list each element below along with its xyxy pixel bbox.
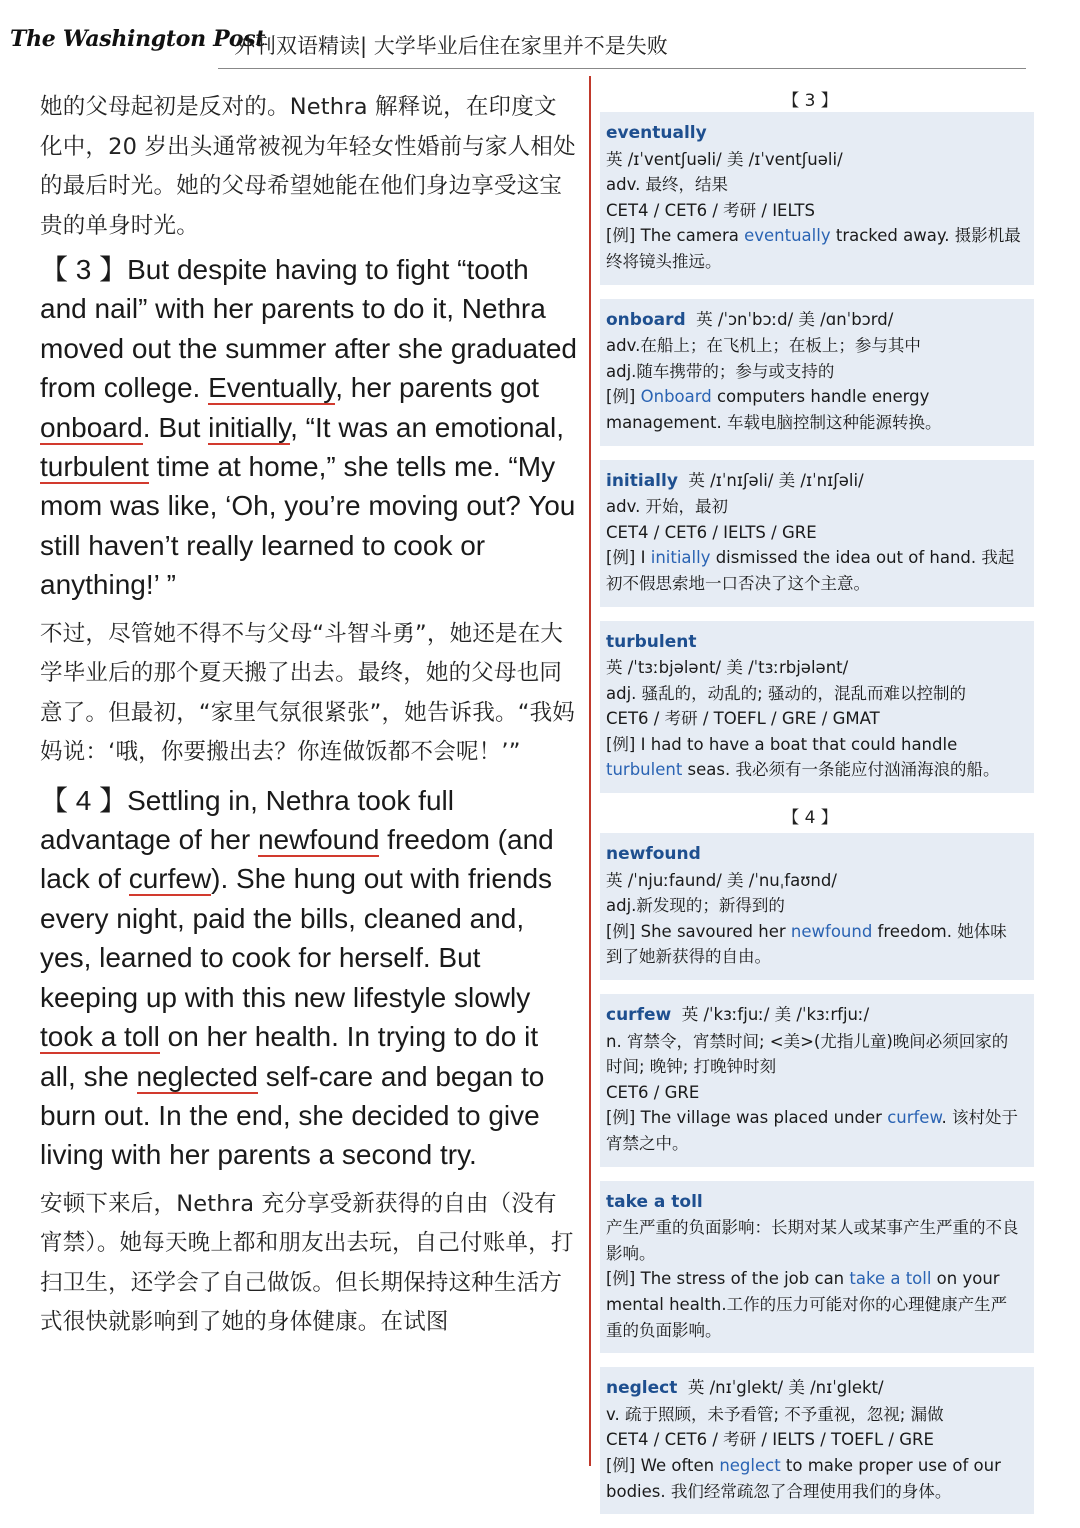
vocab-phonetic: 英 /ɪˈnɪʃəli/ 美 /ɪˈnɪʃəli/: [688, 470, 864, 490]
text-run: self-care and began to burn out. In the end, she decided to give living with her parents a second try.: [40, 1060, 545, 1171]
example-text: on your mental health.工作的压力可能对你的心理健康产生严重的负面影响。: [606, 1269, 1008, 1340]
text-run: 【 4 】Settling in, Nethra took full advantage of her: [40, 784, 454, 856]
paragraph-cn-4: 安顿下来后，Nethra 充分享受新获得的自由（没有宵禁）。她每天晚上都和朋友出去玩，自己付账单，打扫卫生，还学会了自己做饭。但长期保持这种生活方式很快就影响到了她的身体健康。在试图: [40, 1190, 574, 1336]
text-run: . But: [142, 411, 209, 443]
vocab-definition: 产生严重的负面影响：长期对某人或某事产生严重的不良影响。: [606, 1218, 1019, 1263]
example-text: dismissed the idea out of hand. 我起初不假思索地一口否决了这个主意。: [606, 548, 1015, 593]
vocab-card-eventually: [600, 112, 1034, 285]
vocab-exams: CET6 / 考研 / TOEFL / GRE / GMAT: [606, 709, 880, 729]
page-header: [0, 0, 1080, 72]
keyword-newfound[interactable]: newfound: [257, 824, 380, 856]
example-text: [例] I had to have a boat that could handle: [606, 734, 958, 754]
example-text: [例] The village was placed under: [606, 1108, 888, 1128]
vocab-example: [606, 919, 1022, 970]
vocab-example: [606, 1105, 1022, 1156]
vocab-example: [606, 1453, 1022, 1504]
text-run: freedom (and lack of: [40, 824, 554, 895]
vocab-word: eventually: [606, 123, 707, 143]
vocab-example: [606, 1266, 1022, 1343]
text-run: ). She hung out with friends every night, paid the bills, cleaned and, yes, learned to cook for herself. But keeping up with this new lifestyle slowly: [40, 863, 553, 1013]
example-highlight: Onboard: [640, 387, 712, 407]
example-text: computers handle energy management. 车载电脑控制这种能源转换。: [606, 387, 942, 432]
vocab-definition: adv. 开始，最初: [606, 497, 729, 517]
vocab-definition: adj. 骚乱的，动乱的; 骚动的，混乱而难以控制的: [606, 683, 966, 703]
vocab-definition: adv.在船上；在飞机上；在板上；参与其中: [606, 336, 921, 356]
example-text: [例] We often: [606, 1455, 720, 1475]
text-run: on her health. In trying to do it all, she: [40, 1021, 539, 1092]
page-title: 外刊双语精读| 大学毕业后住在家里并不是失败: [234, 34, 668, 58]
keyword-eventually[interactable]: Eventually: [208, 372, 336, 404]
paragraph-cn-3: 不过，尽管她不得不与父母“斗智斗勇”，她还是在大学毕业后的那个夏天搬了出去。最终，她的父母也同意了。但最初，“家里气氛很紧张”，她告诉我。“我妈妈说：‘哦，你要搬出去？你连做饭都不会呢！’”: [40, 620, 575, 766]
article-body: [40, 88, 578, 1343]
example-text: seas. 我必须有一条能应付汹涌海浪的船。: [682, 760, 1000, 780]
vocab-card-take-a-toll: [600, 1181, 1034, 1354]
example-text: freedom. 她体味到了她新获得的自由。: [606, 921, 1007, 967]
vocab-example: [606, 732, 1022, 783]
vocab-card-turbulent: [600, 621, 1034, 794]
example-highlight: take a toll: [849, 1269, 932, 1289]
example-text: . 该村处于宵禁之中。: [606, 1108, 1018, 1153]
vocab-phonetic: 英 /ˈtɜːbjələnt/ 美 /ˈtɜːrbjələnt/: [606, 658, 849, 678]
keyword-initially[interactable]: initially: [208, 411, 291, 443]
vocab-phonetic: 英 /ˈɔnˈbɔːd/ 美 /ɑnˈbɔrd/: [696, 309, 894, 329]
vocab-example: [606, 545, 1022, 596]
vocab-word: initially: [606, 470, 678, 491]
keyword-onboard[interactable]: onboard: [40, 411, 143, 443]
keyword-turbulent[interactable]: turbulent: [40, 451, 149, 483]
vocab-panel: [592, 84, 1028, 1528]
column-divider: [589, 76, 591, 1466]
vocab-definition: adj.新发现的；新得到的: [606, 896, 785, 916]
vocab-example: [606, 384, 1022, 435]
example-text: [例] She savoured her: [606, 921, 791, 941]
keyword-curfew[interactable]: curfew: [128, 863, 212, 895]
section-marker-4: 【 4 】: [782, 808, 838, 829]
vocab-word: newfound: [606, 844, 701, 865]
vocab-exams: CET4 / CET6 / 考研 / IELTS / TOEFL / GRE: [606, 1430, 934, 1450]
example-highlight: newfound: [790, 921, 873, 941]
example-text: tracked away. 摄影机最终将镜头推远。: [606, 226, 1021, 271]
section-marker-3: 【 3 】: [782, 91, 838, 111]
paragraph-en-3: [40, 250, 578, 605]
text-run: time at home,” she tells me. “My mom was like, ‘Oh, you’re moving out? You still haven’t really learned to cook or anything!’ ”: [40, 451, 576, 601]
vocab-exams: CET4 / CET6 / IELTS / GRE: [606, 522, 817, 542]
example-highlight: curfew: [887, 1108, 942, 1128]
vocab-exams: CET6 / GRE: [606, 1082, 700, 1102]
vocab-phonetic: 英 /ɪˈventʃuəli/ 美 /ɪˈventʃuəli/: [606, 149, 843, 169]
vocab-card-onboard: [600, 299, 1034, 446]
example-text: [例]: [606, 387, 641, 407]
vocab-phonetic: 英 /ˈnjuːfaund/ 美 /ˈnuˌfaʊnd/: [606, 870, 837, 890]
vocab-definition: adj.随车携带的；参与或支持的: [606, 361, 835, 381]
example-text: [例] The camera: [606, 226, 745, 246]
vocab-exams: CET4 / CET6 / 考研 / IELTS: [606, 200, 815, 220]
vocab-card-initially: [600, 460, 1034, 607]
vocab-word: curfew: [606, 1005, 672, 1026]
text-run: 【 3 】But despite having to fight “tooth and nail” with her parents to do it, Nethra moved out the summer after she graduated from college.: [40, 254, 577, 404]
paragraph-en-4: [40, 781, 578, 1175]
masthead-logo: The Washington Post: [10, 26, 266, 52]
vocab-word: neglect: [606, 1378, 678, 1399]
vocab-phonetic: 英 /nɪˈglekt/ 美 /nɪˈglekt/: [687, 1378, 884, 1398]
example-highlight: initially: [650, 548, 711, 568]
vocab-card-newfound: [600, 833, 1034, 980]
vocab-card-neglect: [600, 1367, 1034, 1514]
paragraph-cn-1: 她的父母起初是反对的。Nethra 解释说，在印度文化中，20 岁出头通常被视为年轻女性婚前与家人相处的最后时光。她的父母希望她能在他们身边享受这宝贵的单身时光。: [40, 94, 576, 239]
vocab-definition: n. 宵禁令，宵禁时间; <美>(尤指儿童)晚间必须回家的时间; 晚钟; 打晚钟时刻: [606, 1031, 1009, 1077]
example-highlight: turbulent: [606, 760, 683, 780]
text-run: , her parents got: [335, 372, 540, 404]
keyword-take-a-toll[interactable]: took a toll: [40, 1021, 160, 1053]
vocab-card-curfew: [600, 994, 1034, 1167]
example-highlight: eventually: [744, 226, 831, 246]
text-run: , “It was an emotional,: [290, 411, 564, 443]
example-text: to make proper use of our bodies. 我们经常疏忽了合理使用我们的身体。: [606, 1455, 1001, 1501]
example-text: [例] I: [606, 548, 651, 568]
vocab-word: take a toll: [606, 1191, 703, 1212]
example-text: [例] The stress of the job can: [606, 1269, 850, 1289]
example-highlight: neglect: [719, 1455, 781, 1475]
vocab-definition: v. 疏于照顾，未予看管; 不予重视，忽视; 漏做: [606, 1404, 944, 1424]
vocab-example: [606, 223, 1022, 274]
vocab-phonetic: 英 /ˈkɜːfjuː/ 美 /ˈkɜːrfjuː/: [681, 1005, 870, 1025]
vocab-word: turbulent: [606, 631, 697, 652]
vocab-definition: adv. 最终，结果: [606, 175, 729, 195]
keyword-neglected[interactable]: neglected: [136, 1060, 258, 1092]
header-rule: [218, 68, 1026, 69]
vocab-word: onboard: [606, 309, 686, 330]
